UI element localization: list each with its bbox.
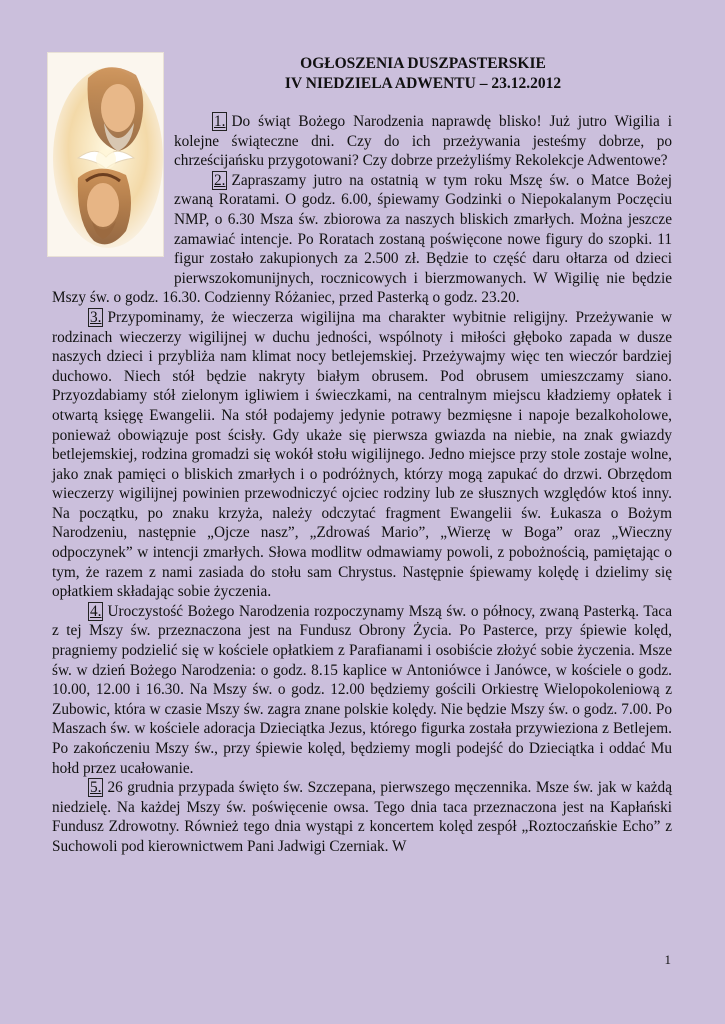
page-subtitle: IV NIEDZIELA ADWENTU – 23.12.2012 bbox=[284, 75, 562, 92]
page-title: OGŁOSZENIA DUSZPASTERSKIE bbox=[300, 55, 546, 72]
announcement-3 bbox=[52, 308, 672, 602]
announcements-body bbox=[52, 112, 672, 857]
announcement-text: Do świąt Bożego Narodzenia naprawdę blisko! Już jutro Wigilia i kolejne świąteczne dni. Czy do ich przeżywania jesteśmy dobrze, po chrześcijańsku przygotowani? Czy dobrze przeżyliśmy Rekolekcje Adwentowe? bbox=[174, 113, 672, 170]
announcement-number: 4. bbox=[90, 602, 102, 620]
announcement-number: 5. bbox=[90, 779, 102, 797]
announcement-number: 1. bbox=[214, 113, 226, 130]
announcement-text: Uroczystość Bożego Narodzenia rozpoczynamy Mszą św. o północy, zwaną Pasterką. Taca z tej Mszy św. przeznaczona jest na Fundusz Obrony Życia. Po Pasterce, przy śpiewie kolęd, pragniemy podzielić się w kościele opłatkiem z Parafianami i osobiście złożyć sobie życzenia. Msze św. w dzień Bożego Narodzenia: o godz. 8.15 kaplice w Antoniówce i Janówce, w kościele o godz. 10.00, 12.00 i 16.30. Na Mszy św. o godz. 12.00 będziemy gościli Orkiestrę Wielopokoleniową z Zubowic, która w czasie Mszy św. zagra znane polskie kolędy. Nie będzie Mszy św. o godz. 7.00. Po Maszach św. w kościele adoracja Dzieciątka Jezus, którego figurka została przywieziona z Betlejem. Po zakończeniu Mszy św., przy śpiewie kolęd, będziemy mogli podejść do Dzieciątka i oddać Mu hołd przez ucałowanie. bbox=[52, 602, 672, 777]
announcement-text: 26 grudnia przypada święto św. Szczepana, pierwszego męczennika. Msze św. jak w każdą niedzielę. Na każdej Mszy św. poświęcenie owsa. Tego dnia taca przeznaczona jest na Kapłański Fundusz Zdrowotny. Również tego dnia wystąpi z koncertem kolęd zespół „Roztoczańskie Echo” z Suchowoli pod kierownictwem Pani Jadwigi Czerniak. W bbox=[52, 779, 672, 855]
page-number: 1 bbox=[664, 952, 671, 967]
announcement-text: Przypominamy, że wieczerza wigilijna ma charakter wybitnie religijny. Przeżywanie w rodzinach wieczerzy wigilijnej w duchu jedności, wspólnoty i miłości głęboko zapada w dusze naszych dzieci i przybliża nam klimat nocy betlejemskiej. Przeżywajmy więc ten wieczór bardziej duchowo. Niech stół będzie nakryty białym obrusem. Pod obrusem umieszczamy siano. Przyozdabiamy stół zielonym igliwiem i świeczkami, na centralnym miejscu kładziemy opłatek i otwartą księgę Ewangelii. Na stół podajemy jedynie potrawy bezmięsne i napoje bezalkoholowe, ponieważ obowiązuje post ścisły. Gdy ukaże się pierwsza gwiazda na niebie, na znak gwiazdy betlejemskiej, rodzina gromadzi się wokół stołu wigilijnego. Jedno miejsce przy stole zostaje wolne, jako znak pamięci o bliskich zmarłych i o podróżnych, którzy mogą zapukać do drzwi. Obrzędom wieczerzy wigilijnej powinien przewodniczyć ojciec rodziny lub ze słusznych względów ktoś inny. Na początku, po znaku krzyża, należy odczytać fragment Ewangelii św. Łukasza o Bożym Narodzeniu, następnie „Ojcze nasz”, „Zdrowaś Mario”, „Wierzę w Boga” oraz „Wieczny odpoczynek” w intencji zmarłych. Słowa modlitw odmawiamy powoli, z pobożnością, pamiętając o tym, że razem z nami zasiada do stołu sam Chrystus. Następnie śpiewamy kolędę i dzielimy się opłatkiem składając sobie życzenia. bbox=[52, 308, 672, 601]
announcement-number: 3. bbox=[90, 308, 102, 326]
announcement-number: 2. bbox=[214, 171, 226, 189]
announcement-5 bbox=[52, 778, 672, 856]
announcement-4 bbox=[52, 602, 672, 778]
announcement-text: Zapraszamy jutro na ostatnią w tym roku Mszę św. o Matce Bożej zwaną Roratami. O godz. 6.00, śpiewamy Godzinki o Niepokalanym Poczęciu NMP, o 6.30 Msza św. zbiorowa za naszych bliskich zmarłych. Można jeszcze zamawiać intencje. Po Roratach zostaną poświęcone nowe figury do szopki. 11 figur zostało zakupionych za 2.500 zł. Będzie to część daru ołtarza od dzieci pierwszokomunijnych, rocznicowych i bierzmowanych. W Wigilię nie będzie Mszy św. o godz. 16.30. Codzienny Różaniec, przed Pasterką o godz. 23.20. bbox=[52, 171, 672, 307]
